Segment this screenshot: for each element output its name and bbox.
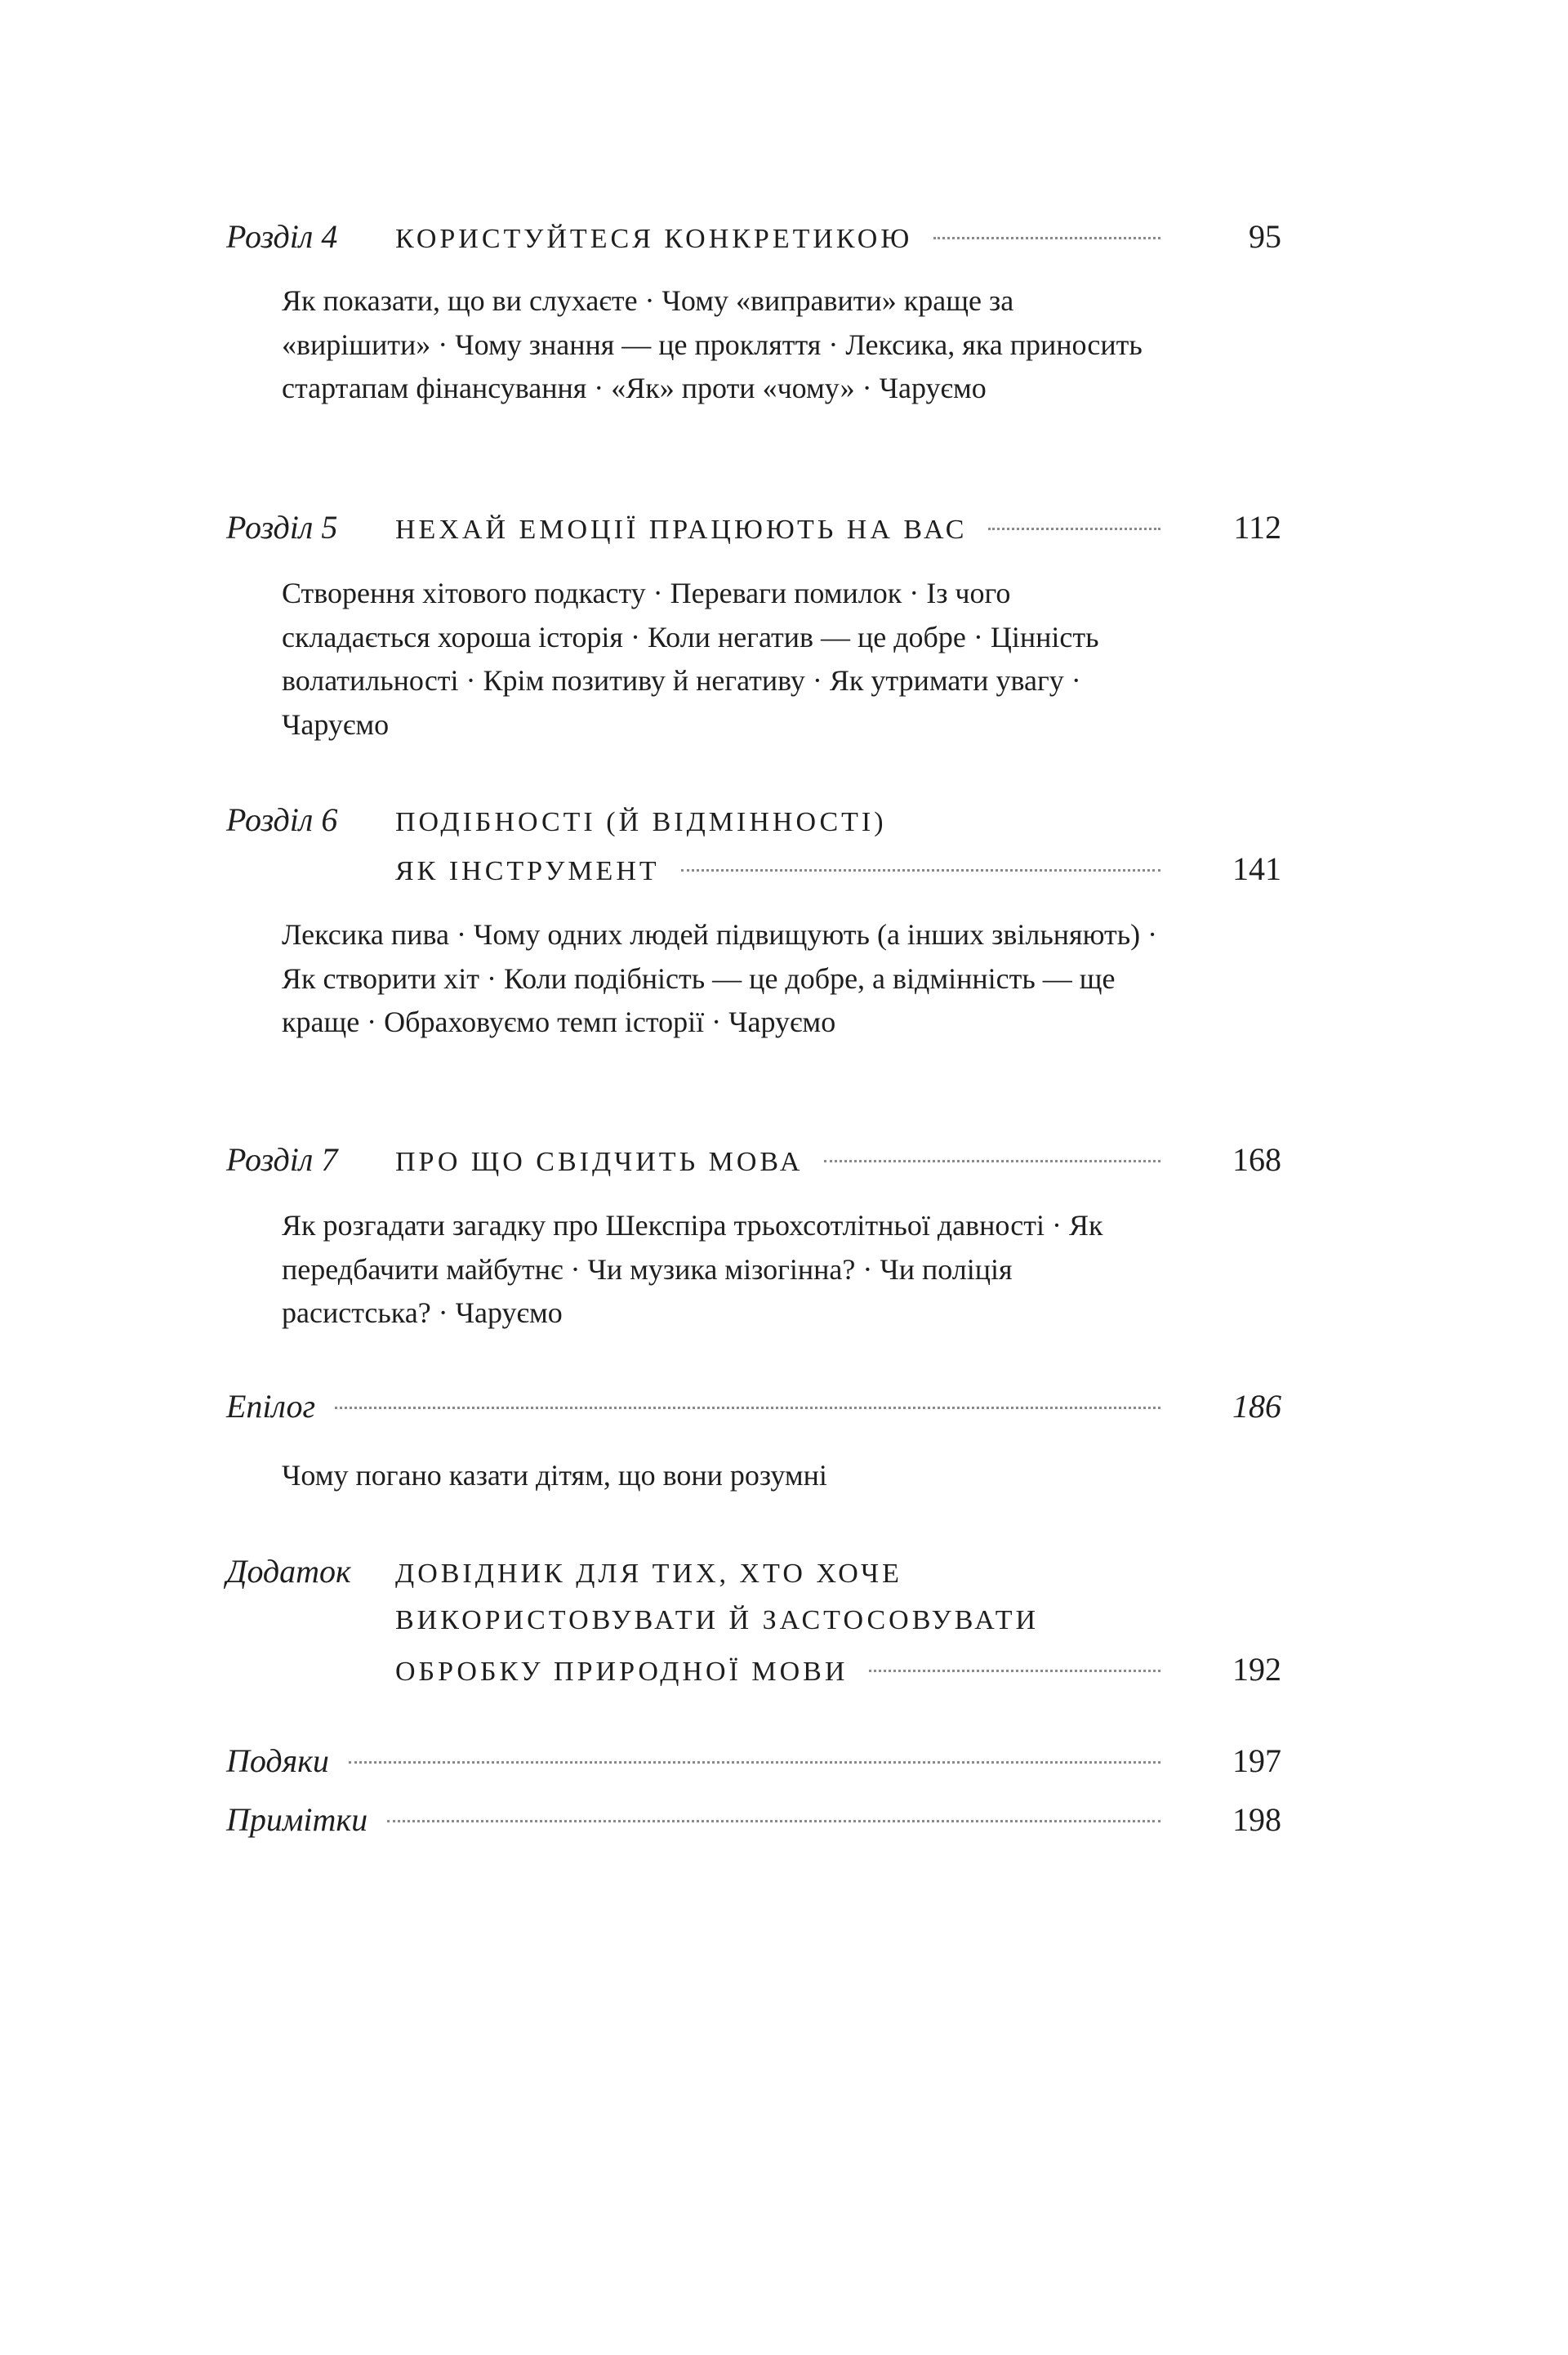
dot-leader	[335, 1407, 1160, 1409]
dot-leader	[988, 528, 1160, 530]
page-number: 95	[1249, 218, 1281, 255]
toc-entry-notes[interactable]	[226, 1795, 1281, 1844]
chapter-description: Лексика пива · Чому одних людей підвищують (а інших звільняють) · Як створити хіт · Коли подібність — це добре, а відмінність — ще краще · Обраховуємо темп історії · Чаруємо	[282, 918, 1158, 1038]
appendix-title: ДОВІДНИК ДЛЯ ТИХ, ХТО ХОЧЕ	[395, 1559, 902, 1589]
chapter-description: Створення хітового подкасту · Переваги помилок · Із чого складається хороша історія · Коли негатив — це добре · Цінність волатильності · Крім позитиву й негативу · Як утримати увагу · Чаруємо	[282, 577, 1099, 741]
dot-leader	[349, 1761, 1160, 1764]
toc-entry-appendix[interactable]	[226, 1547, 1281, 1694]
chapter-title: ПРО ЩО СВІДЧИТЬ МОВА	[395, 1147, 804, 1177]
toc-entry-chapter-5[interactable]	[226, 503, 1281, 552]
chapter-label: Розділ 7	[226, 1141, 338, 1178]
toc-entry-chapter-7[interactable]	[226, 1135, 1281, 1184]
dot-leader	[387, 1820, 1160, 1822]
toc-entry-chapter-4[interactable]	[226, 212, 1281, 261]
notes-label: Примітки	[226, 1801, 368, 1838]
page-number: 141	[1232, 850, 1281, 887]
toc-entry-acknowledgements[interactable]	[226, 1737, 1281, 1786]
appendix-label: Додаток	[226, 1553, 351, 1590]
page-number: 168	[1232, 1141, 1281, 1178]
chapter-title: ПОДІБНОСТІ (Й ВІДМІННОСТІ)	[395, 807, 887, 837]
chapter-label: Розділ 6	[226, 801, 338, 838]
page-number: 192	[1232, 1651, 1281, 1688]
appendix-title-continued: ОБРОБКУ ПРИРОДНОЇ МОВИ	[395, 1657, 849, 1687]
page-number: 197	[1232, 1742, 1281, 1779]
dot-leader	[933, 237, 1160, 239]
dot-leader	[681, 869, 1160, 872]
toc-entry-epilogue[interactable]	[226, 1382, 1281, 1431]
chapter-title: КОРИСТУЙТЕСЯ КОНКРЕТИКОЮ	[395, 224, 913, 254]
appendix-title-continued: ВИКОРИСТОВУВАТИ Й ЗАСТОСОВУВАТИ	[395, 1605, 1040, 1635]
chapter-title-continued: ЯК ІНСТРУМЕНТ	[395, 856, 660, 886]
page-number: 186	[1232, 1388, 1281, 1425]
chapter-description: Як показати, що ви слухаєте · Чому «виправити» краще за «вирішити» · Чому знання — це прокляття · Лексика, яка приносить стартапам фінансування · «Як» проти «чому» · Чаруємо	[282, 284, 1143, 404]
chapter-description: Як розгадати загадку про Шекспіра трьохсотлітньої давності · Як передбачити майбутнє · Чи музика мізогінна? · Чи поліція расистська? · Чаруємо	[282, 1209, 1103, 1329]
chapter-label: Розділ 5	[226, 509, 338, 546]
dot-leader	[869, 1670, 1160, 1672]
dot-leader	[824, 1160, 1160, 1162]
page-number: 112	[1233, 509, 1281, 546]
toc-entry-chapter-6[interactable]	[226, 796, 1281, 894]
chapter-label: Розділ 4	[226, 218, 338, 255]
epilogue-label: Епілог	[226, 1388, 316, 1425]
page-number: 198	[1232, 1801, 1281, 1838]
acknowledgements-label: Подяки	[226, 1742, 329, 1779]
epilogue-description: Чому погано казати дітям, що вони розумні	[282, 1459, 827, 1492]
chapter-title: НЕХАЙ ЕМОЦІЇ ПРАЦЮЮТЬ НА ВАС	[395, 515, 968, 545]
